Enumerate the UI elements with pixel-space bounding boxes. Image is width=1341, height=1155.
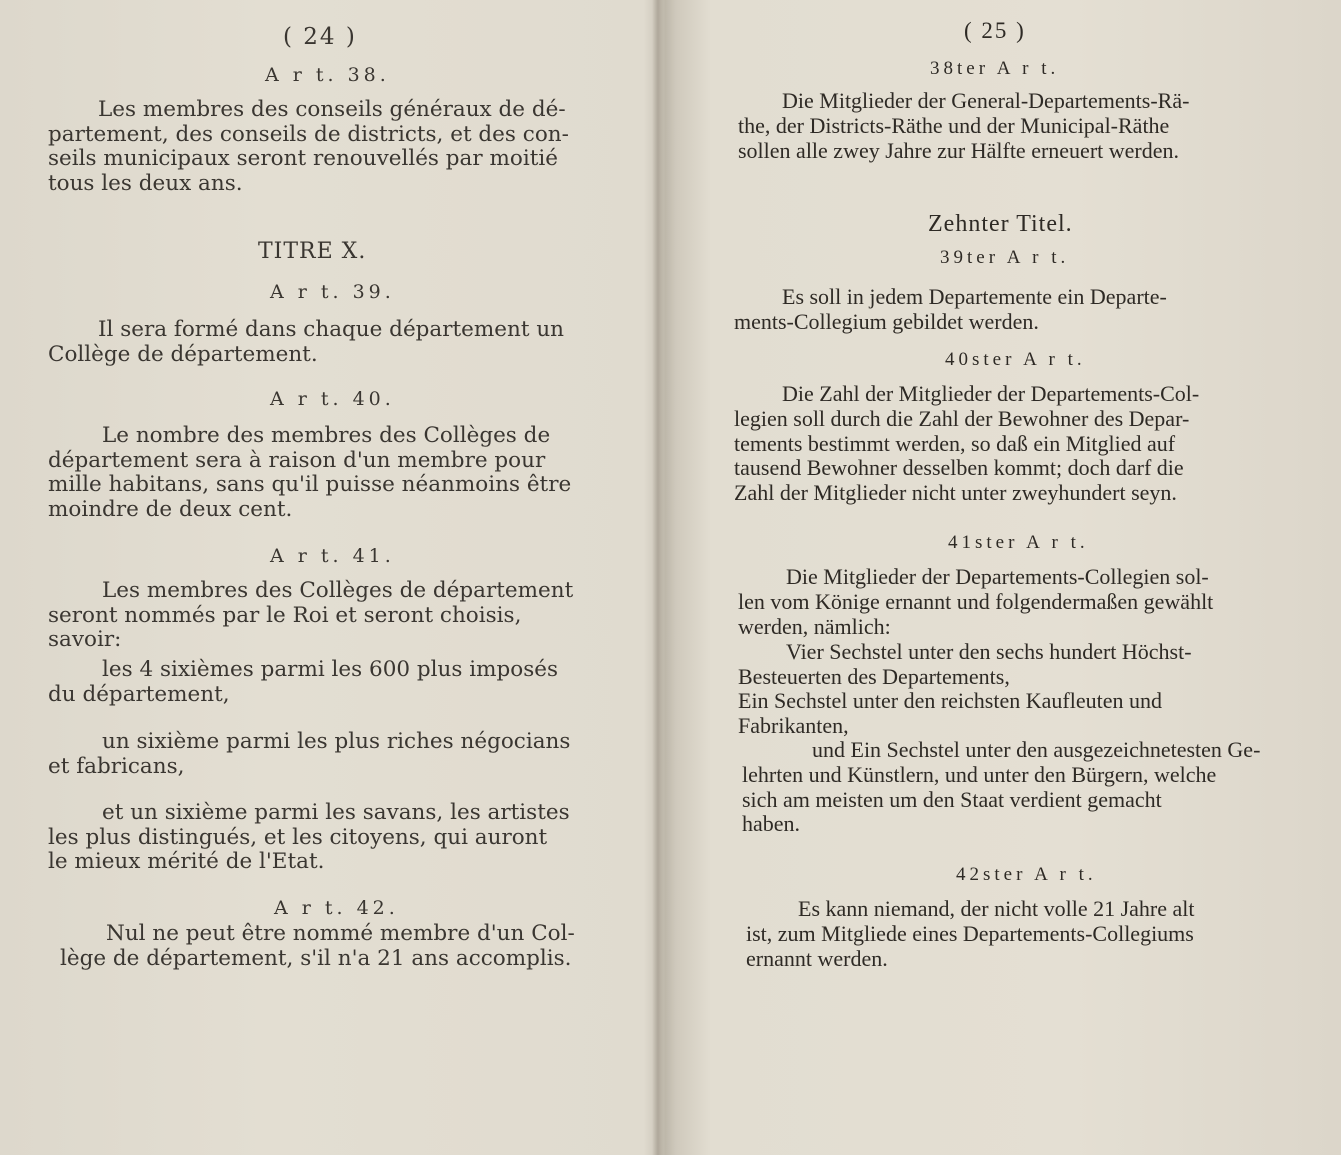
text-line: sollen alle zwey Jahre zur Hälfte erneuert werden. — [738, 137, 1179, 163]
left-art40-text — [48, 424, 600, 522]
right-art40-text — [734, 382, 1294, 506]
right-page-number: ( 25 ) — [964, 18, 1026, 43]
right-art39-text — [734, 285, 1294, 335]
right-art39-heading: 39ter A r t. — [940, 247, 1070, 268]
left-art38-text — [48, 98, 600, 196]
text-line: un sixième parmi les plus riches négocians — [102, 729, 571, 754]
text-line: Vier Sechstel unter den sechs hundert Höchst- — [786, 639, 1192, 664]
text-line: le mieux mérité de l'Etat. — [48, 849, 325, 874]
left-art39-text — [48, 318, 600, 367]
text-line: Collège de département. — [48, 341, 318, 367]
text-line: lège de département, s'il n'a 21 ans accomplis. — [60, 945, 572, 971]
text-line: the, der Districts-Räthe und der Municipal-Räthe — [738, 112, 1170, 138]
left-art41-item-c — [48, 801, 600, 875]
text-line: Les membres des Collèges de département — [102, 578, 574, 603]
text-line: haben. — [742, 811, 801, 837]
text-line: mille habitans, sans qu'il puisse néanmoins être — [48, 472, 572, 497]
text-line: Il sera formé dans chaque département un — [98, 317, 565, 342]
text-line: les plus distingués, et les citoyens, qui auront — [48, 824, 548, 850]
text-line: ments-Collegium gebildet werden. — [734, 308, 1039, 334]
text-line: Ein Sechstel unter den reichsten Kaufleuten und — [738, 688, 1162, 713]
text-line: Fabrikanten, — [738, 712, 849, 738]
text-line: len vom Könige ernannt und folgendermaßen gewählt — [738, 588, 1214, 614]
text-line: Die Mitglieder der Departements-Collegien sol- — [786, 564, 1209, 589]
text-line: und Ein Sechstel unter den ausgezeichnetesten Ge- — [812, 737, 1261, 762]
text-line: partement, des conseils de districts, et des con- — [48, 121, 569, 147]
text-line: Le nombre des membres des Collèges de — [102, 423, 551, 448]
text-line: moindre de deux cent. — [48, 496, 293, 522]
left-art42-heading: A r t. 42. — [274, 897, 399, 919]
right-art38-text — [738, 89, 1288, 163]
right-art41-heading: 41ster A r t. — [948, 532, 1089, 553]
left-art41-item-b — [48, 730, 600, 779]
text-line: lehrten und Künstlern, und unter den Bürgern, welche — [742, 761, 1217, 787]
text-line: Die Mitglieder der General-Departements-Rä- — [782, 88, 1190, 113]
left-art41-heading: A r t. 41. — [270, 545, 395, 567]
text-line: tausend Bewohner desselben kommt; doch darf die — [734, 455, 1184, 481]
left-page-number: ( 24 ) — [283, 24, 357, 50]
text-line: du département, — [48, 681, 230, 707]
text-line: Nul ne peut être nommé membre d'un Col- — [106, 921, 575, 946]
text-line: savoir: — [48, 627, 122, 652]
text-line: et fabricans, — [48, 753, 185, 779]
text-line: Besteuerten des Departements, — [738, 663, 1010, 689]
left-art39-heading: A r t. 39. — [270, 281, 395, 303]
right-art38-heading: 38ter A r t. — [930, 58, 1060, 79]
text-line: ist, zum Mitgliede eines Departements-Collegiums — [746, 920, 1194, 946]
text-line: ernannt werden. — [746, 945, 888, 971]
right-art41-text — [738, 565, 1298, 639]
text-line: tous les deux ans. — [48, 170, 243, 196]
right-titel: Zehnter Titel. — [928, 211, 1073, 237]
text-line: les 4 sixièmes parmi les 600 plus imposés — [102, 657, 559, 682]
text-line: tements bestimmt werden, so daß ein Mitglied auf — [734, 430, 1176, 456]
left-art41-item-a — [48, 658, 600, 707]
text-line: Die Zahl der Mitglieder der Departements-Col- — [782, 381, 1200, 406]
left-titre: TITRE X. — [258, 239, 367, 264]
text-line: Les membres des conseils généraux de dé- — [98, 97, 566, 122]
text-line: Zahl der Mitglieder nicht unter zweyhundert seyn. — [734, 480, 1177, 506]
right-art41-item-c — [742, 738, 1302, 837]
left-art38-heading: A r t. 38. — [265, 64, 390, 86]
text-line: werden, nämlich: — [738, 613, 891, 639]
text-line: et un sixième parmi les savans, les artistes — [102, 800, 570, 825]
left-art40-heading: A r t. 40. — [270, 388, 395, 410]
right-art41-item-a — [738, 640, 1298, 690]
text-line: Es kann niemand, der nicht volle 21 Jahre alt — [798, 896, 1195, 921]
right-art42-heading: 42ster A r t. — [956, 864, 1097, 885]
text-line: seils municipaux seront renouvellés par moitié — [48, 146, 558, 171]
left-art42-text — [60, 922, 605, 971]
left-art41-text — [48, 579, 600, 653]
right-page — [660, 0, 1341, 1155]
right-art42-text — [746, 897, 1306, 971]
text-line: sich am meisten um den Staat verdient gemacht — [742, 786, 1162, 812]
right-art41-item-b — [738, 689, 1298, 739]
text-line: legien soll durch die Zahl der Bewohner des Depar- — [734, 405, 1190, 431]
left-page — [0, 0, 655, 1155]
text-line: seront nommés par le Roi et seront choisis, — [48, 602, 522, 628]
text-line: Es soll in jedem Departemente ein Departe- — [782, 284, 1167, 309]
right-art40-heading: 40ster A r t. — [945, 349, 1086, 370]
text-line: département sera à raison d'un membre pour — [48, 447, 546, 473]
